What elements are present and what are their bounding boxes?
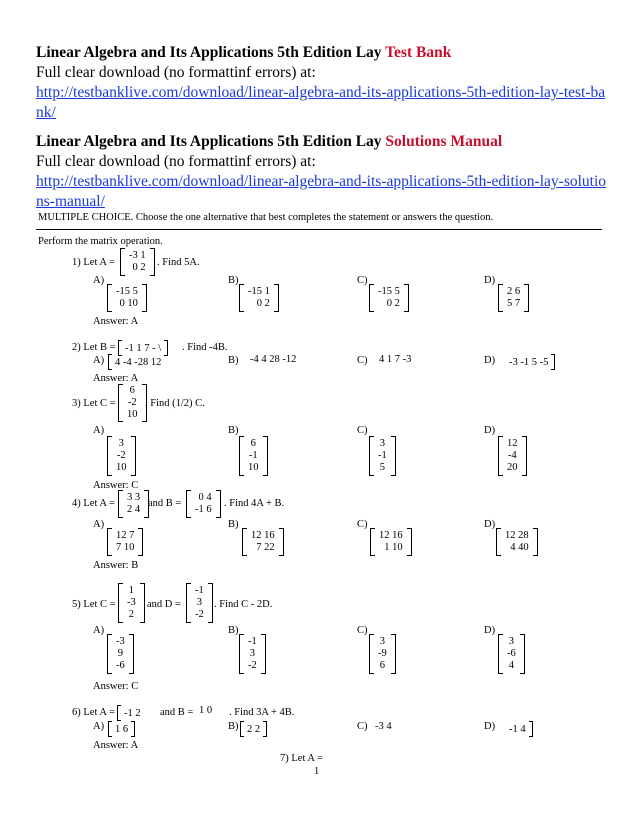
q7-prompt: 7) Let A = [280, 753, 323, 764]
q2-prompt: 2) Let B = [72, 342, 116, 353]
q2-find: . Find -4B. [182, 342, 228, 353]
q5-option-a-label[interactable]: A) [93, 625, 105, 636]
q4-matrix-a: 3 3 2 4 [118, 490, 149, 518]
q5-option-d[interactable]: 3 -6 4 [498, 634, 525, 674]
q5-option-c-label[interactable]: C) [357, 625, 368, 636]
q4-matrix-b: 0 4 -1 6 [186, 490, 221, 518]
q5-option-a[interactable]: -3 9 -6 [107, 634, 134, 674]
q6-option-c-label[interactable]: C) [357, 721, 368, 732]
test-bank-link[interactable]: http://testbanklive.com/download/linear-algebra-and-its-applications-5th-edition-lay-test-bank/ [36, 84, 606, 121]
q6-matrix-a: -1 2 [117, 705, 144, 721]
q4-option-d-label[interactable]: D) [484, 519, 496, 530]
q4-and: and B = [148, 498, 182, 509]
q2-matrix: -1 1 7 - \ [118, 340, 168, 356]
q3-option-d[interactable]: 12 -4 20 [498, 436, 527, 476]
q3-find: . Find (1/2) C. [145, 398, 205, 409]
q6-option-d-label[interactable]: D) [484, 721, 496, 732]
q5-option-b-label[interactable]: B) [228, 625, 239, 636]
title-solutions-manual: Linear Algebra and Its Applications 5th Edition Lay Solutions Manual [36, 133, 503, 150]
q5-find: . Find C - 2D. [214, 599, 273, 610]
download-note: Full clear download (no formattinf errors) at: [36, 64, 316, 81]
q5-option-d-label[interactable]: D) [484, 625, 496, 636]
q6-find: . Find 3A + 4B. [229, 707, 295, 718]
q6-option-a-label[interactable]: A) [93, 721, 105, 732]
q6-option-b[interactable]: 2 2 [240, 721, 267, 737]
q6-option-a[interactable]: 1 6 [108, 721, 135, 737]
q3-option-c-label[interactable]: C) [357, 425, 368, 436]
q2-answer: Answer: A [93, 373, 139, 384]
page-number: 1 [314, 766, 320, 777]
q2-option-c[interactable]: 4 1 7 -3 [379, 354, 412, 365]
q2-option-d-label[interactable]: D) [484, 355, 496, 366]
q2-option-b-label[interactable]: B) [228, 355, 239, 366]
q2-option-b[interactable]: -4 4 28 -12 [250, 354, 297, 365]
q5-matrix-c: 1 -3 2 [118, 583, 145, 623]
q4-option-d[interactable]: 12 28 4 40 [496, 528, 538, 556]
q5-and: and D = [147, 599, 181, 610]
q3-option-b-label[interactable]: B) [228, 425, 239, 436]
q1-option-d-label[interactable]: D) [484, 275, 496, 286]
q6-matrix-b: 1 0 [199, 705, 213, 716]
q2-option-a[interactable]: 4 -4 -28 12 [108, 354, 164, 370]
q4-option-c[interactable]: 12 16 1 10 [370, 528, 412, 556]
q3-matrix: 6 -2 10 [118, 384, 147, 422]
q1-option-c-label[interactable]: C) [357, 275, 368, 286]
download-note: Full clear download (no formattinf errors) at: [36, 153, 316, 170]
q6-option-b-label[interactable]: B) [228, 721, 239, 732]
q6-and: and B = [160, 707, 194, 718]
q3-option-a-label[interactable]: A) [93, 425, 105, 436]
q3-prompt: 3) Let C = [72, 398, 116, 409]
q6-option-d[interactable]: -1 4 [506, 721, 533, 737]
q4-prompt: 4) Let A = [72, 498, 115, 509]
q5-answer: Answer: C [93, 681, 139, 692]
q6-prompt: 6) Let A = [72, 707, 115, 718]
q4-find: . Find 4A + B. [224, 498, 285, 509]
q1-option-b[interactable]: -15 1 0 2 [239, 284, 279, 312]
solutions-manual-link[interactable]: http://testbanklive.com/download/linear-algebra-and-its-applications-5th-edition-lay-solutions-manual/ [36, 173, 607, 210]
q4-option-b-label[interactable]: B) [228, 519, 239, 530]
q1-prompt: 1) Let A = [72, 257, 115, 268]
q4-option-b[interactable]: 12 16 7 22 [242, 528, 284, 556]
q1-find: . Find 5A. [157, 257, 200, 268]
q2-option-a-label[interactable]: A) [93, 355, 105, 366]
header-block-test-bank [36, 43, 611, 123]
q4-option-a-label[interactable]: A) [93, 519, 105, 530]
q1-matrix: -3 1 0 2 [120, 248, 155, 276]
q1-option-a-label[interactable]: A) [93, 275, 105, 286]
q4-answer: Answer: B [93, 560, 139, 571]
header-block-solutions [36, 132, 611, 212]
q6-answer: Answer: A [93, 740, 139, 751]
q5-prompt: 5) Let C = [72, 599, 116, 610]
q3-answer: Answer: C [93, 480, 139, 491]
q5-option-b[interactable]: -1 3 -2 [239, 634, 266, 674]
title-test-bank: Linear Algebra and Its Applications 5th Edition Lay Test Bank [36, 44, 452, 61]
q4-option-c-label[interactable]: C) [357, 519, 368, 530]
q2-option-c-label[interactable]: C) [357, 355, 368, 366]
q2-option-d[interactable]: -3 -1 5 -5 [506, 354, 555, 370]
q1-option-d[interactable]: 2 6 5 7 [498, 284, 529, 312]
q3-option-b[interactable]: 6 -1 10 [239, 436, 268, 476]
divider [36, 229, 602, 230]
instructions: MULTIPLE CHOICE. Choose the one alternative that best completes the statement or answers the question. [38, 212, 494, 223]
q1-option-b-label[interactable]: B) [228, 275, 239, 286]
q3-option-c[interactable]: 3 -1 5 [369, 436, 396, 476]
section-heading: Perform the matrix operation. [38, 236, 163, 247]
q5-matrix-d: -1 3 -2 [186, 583, 213, 623]
q3-option-a[interactable]: 3 -2 10 [107, 436, 136, 476]
q5-option-c[interactable]: 3 -9 6 [369, 634, 396, 674]
q3-option-d-label[interactable]: D) [484, 425, 496, 436]
q6-option-c[interactable]: -3 4 [375, 721, 392, 732]
q4-option-a[interactable]: 12 7 7 10 [107, 528, 143, 556]
q1-option-a[interactable]: -15 5 0 10 [107, 284, 147, 312]
q1-answer: Answer: A [93, 316, 139, 327]
q1-option-c[interactable]: -15 5 0 2 [369, 284, 409, 312]
